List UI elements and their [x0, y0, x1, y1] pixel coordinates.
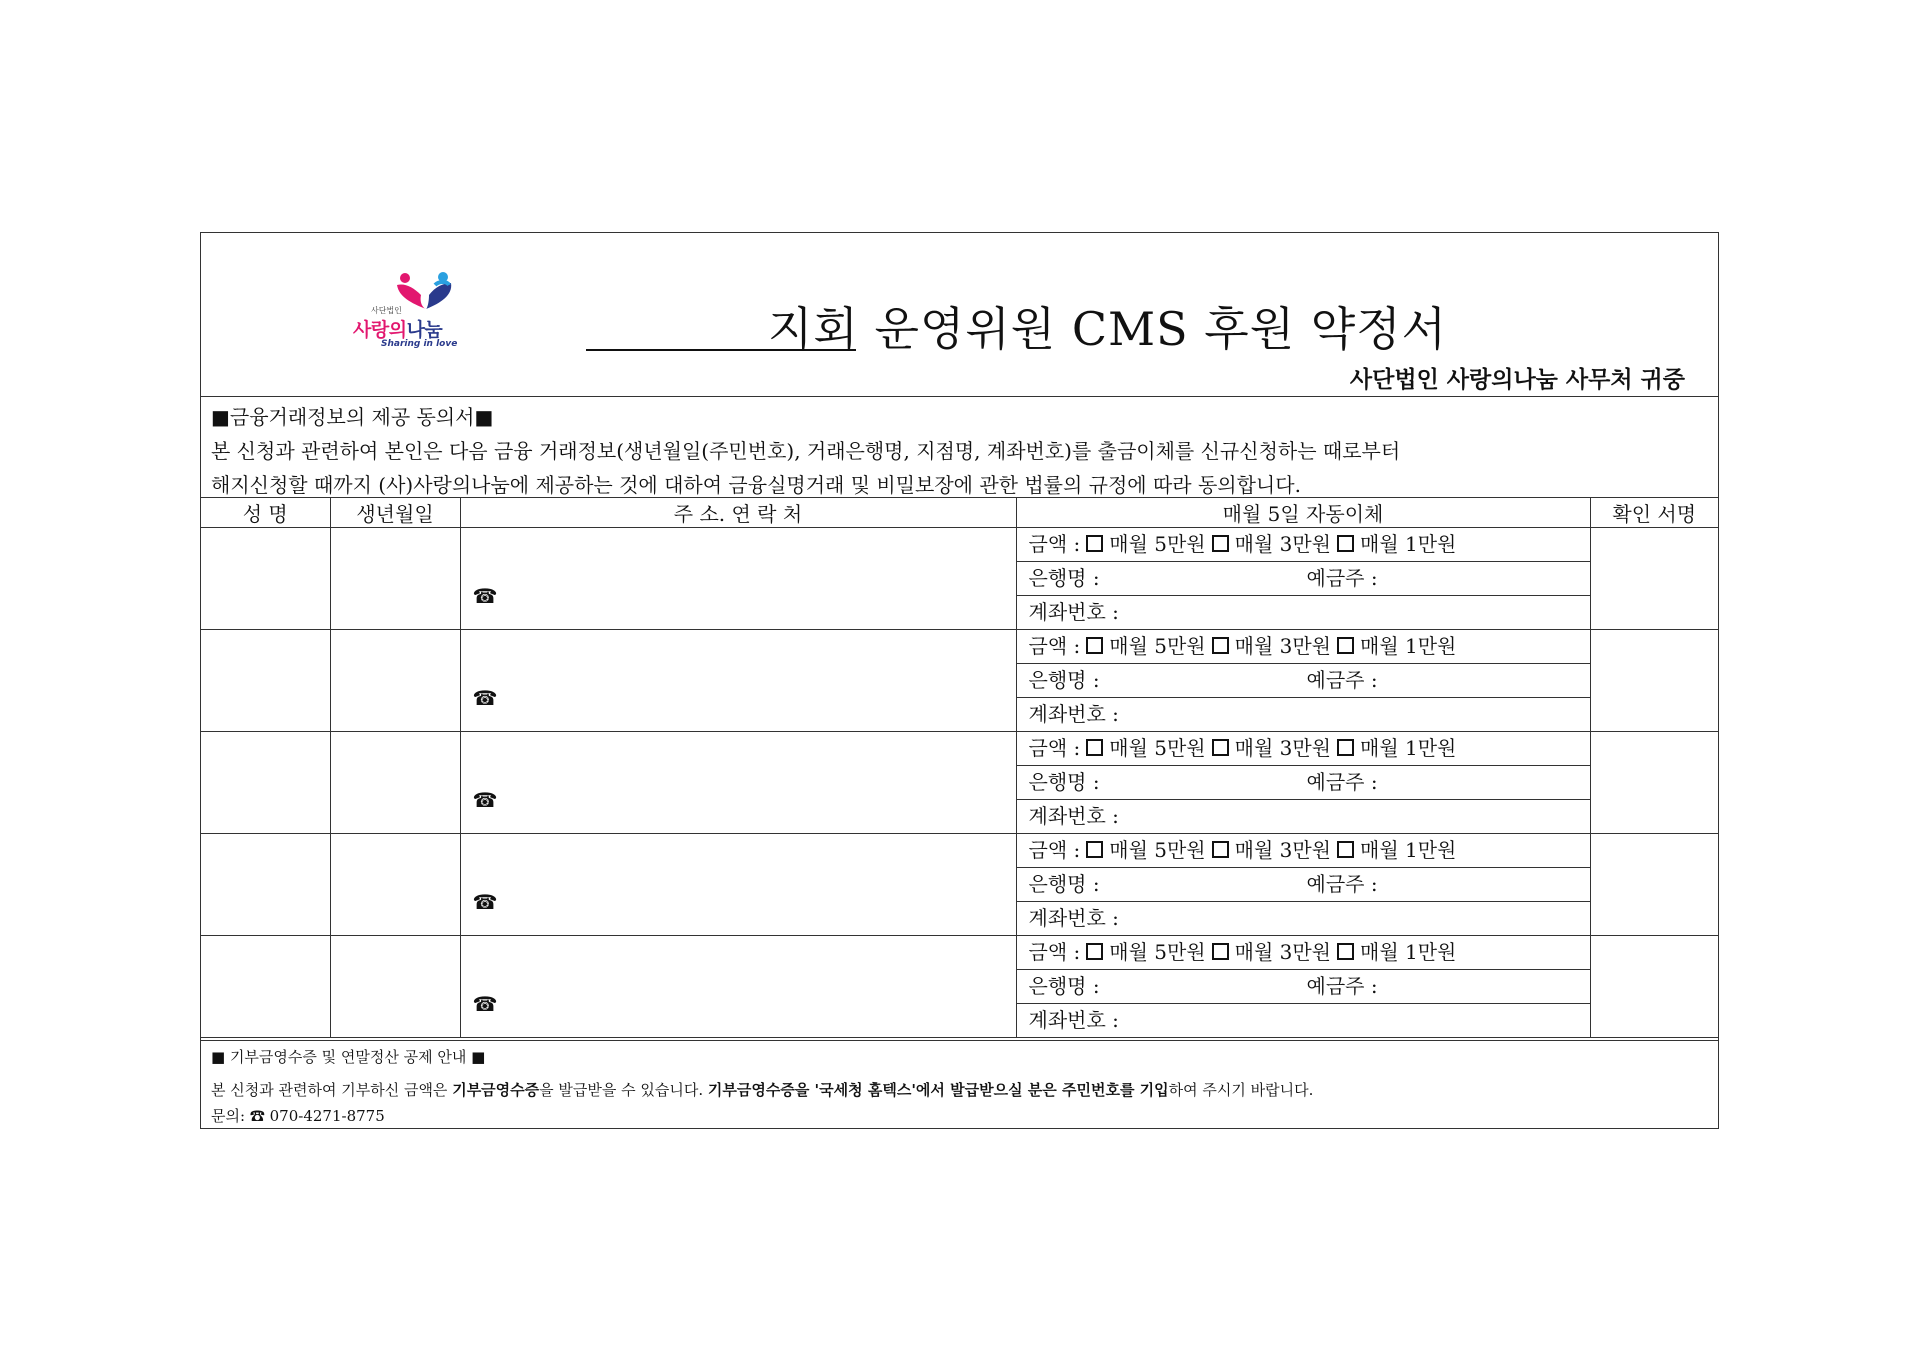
- birth-cell[interactable]: [330, 528, 460, 630]
- table-row: [201, 834, 1718, 936]
- phone-icon: ☎: [472, 992, 498, 1016]
- amount-label: 금액 :: [1028, 736, 1081, 760]
- account-label: 계좌번호 :: [1028, 600, 1119, 624]
- checkbox-1man[interactable]: [1337, 637, 1354, 654]
- address-cell[interactable]: [460, 528, 1016, 630]
- sign-cell[interactable]: [1590, 630, 1718, 732]
- table-row: [201, 528, 1718, 630]
- bank-label: 은행명 :: [1028, 974, 1100, 998]
- account-line[interactable]: [1017, 902, 1590, 935]
- bank-label: 은행명 :: [1028, 668, 1100, 692]
- checkbox-5man[interactable]: [1086, 943, 1103, 960]
- option-1man: 매월 1만원: [1360, 532, 1457, 556]
- bank-line[interactable]: [1017, 664, 1590, 698]
- contact-label: 문의:: [211, 1107, 246, 1125]
- checkbox-3man[interactable]: [1212, 637, 1229, 654]
- address-cell[interactable]: [460, 936, 1016, 1038]
- logo-name-part2: 나눔: [406, 319, 443, 341]
- amount-label: 금액 :: [1028, 532, 1081, 556]
- birth-cell[interactable]: [330, 732, 460, 834]
- checkbox-3man[interactable]: [1212, 535, 1229, 552]
- consent-section: [201, 397, 1718, 497]
- account-label: 계좌번호 :: [1028, 702, 1119, 726]
- birth-cell[interactable]: [330, 936, 460, 1038]
- receipt-notice-section: [201, 1040, 1718, 1128]
- bank-line[interactable]: [1017, 868, 1590, 902]
- amount-line: [1017, 528, 1590, 562]
- table-row: [201, 630, 1718, 732]
- name-cell[interactable]: [201, 834, 330, 936]
- recipient-line: 사단법인 사랑의나눔 사무처 귀중: [1349, 366, 1685, 393]
- notice-text-b: 기부금영수증: [452, 1081, 540, 1099]
- holder-label: 예금주 :: [1306, 770, 1378, 794]
- table-row: [201, 936, 1718, 1038]
- account-label: 계좌번호 :: [1028, 906, 1119, 930]
- checkbox-1man[interactable]: [1337, 535, 1354, 552]
- bank-label: 은행명 :: [1028, 770, 1100, 794]
- checkbox-5man[interactable]: [1086, 739, 1103, 756]
- name-cell[interactable]: [201, 528, 330, 630]
- option-5man: 매월 5만원: [1109, 838, 1206, 862]
- amount-line: [1017, 630, 1590, 664]
- holder-label: 예금주 :: [1306, 668, 1378, 692]
- notice-text-a: 본 신청과 관련하여 기부하신 금액은: [211, 1081, 453, 1099]
- transfer-cell: [1016, 834, 1590, 936]
- table-header-row: [201, 498, 1718, 528]
- option-5man: 매월 5만원: [1109, 634, 1206, 658]
- name-cell[interactable]: [201, 732, 330, 834]
- logo-name-part1: 사랑의: [353, 319, 407, 341]
- transfer-cell: [1016, 528, 1590, 630]
- checkbox-5man[interactable]: [1086, 841, 1103, 858]
- sign-cell[interactable]: [1590, 732, 1718, 834]
- bank-label: 은행명 :: [1028, 566, 1100, 590]
- organization-logo: [351, 271, 501, 351]
- logo-name: [353, 315, 442, 342]
- account-line[interactable]: [1017, 698, 1590, 731]
- checkbox-1man[interactable]: [1337, 943, 1354, 960]
- phone-icon: ☎: [472, 788, 498, 812]
- account-line[interactable]: [1017, 800, 1590, 833]
- name-cell[interactable]: [201, 630, 330, 732]
- logo-small-text: 사단법인: [371, 306, 402, 315]
- checkbox-1man[interactable]: [1337, 739, 1354, 756]
- transfer-cell: [1016, 630, 1590, 732]
- cms-pledge-form: [200, 232, 1719, 1129]
- bank-label: 은행명 :: [1028, 872, 1100, 896]
- header-name: 성 명: [201, 498, 330, 528]
- header-address: 주 소. 연 락 처: [460, 498, 1016, 528]
- option-1man: 매월 1만원: [1360, 736, 1457, 760]
- page-title: 지회 운영위원 CMS 후원 약정서: [768, 302, 1448, 356]
- header-sign: 확인 서명: [1590, 498, 1718, 528]
- account-label: 계좌번호 :: [1028, 804, 1119, 828]
- option-5man: 매월 5만원: [1109, 736, 1206, 760]
- checkbox-3man[interactable]: [1212, 943, 1229, 960]
- table-row: [201, 732, 1718, 834]
- notice-text-d: 기부금영수증을 '국세청 홈텍스'에서 발급받으실 분은 주민번호를 기입: [707, 1081, 1169, 1099]
- amount-label: 금액 :: [1028, 940, 1081, 964]
- name-cell[interactable]: [201, 936, 330, 1038]
- consent-line-1: 본 신청과 관련하여 본인은 다음 금융 거래정보(생년월일(주민번호), 거래은행명, 지점명, 계좌번호)를 출금이체를 신규신청하는 때로부터: [211, 439, 1401, 463]
- sign-cell[interactable]: [1590, 834, 1718, 936]
- option-5man: 매월 5만원: [1109, 940, 1206, 964]
- transfer-cell: [1016, 732, 1590, 834]
- transfer-cell: [1016, 936, 1590, 1038]
- header-birth: 생년월일: [330, 498, 460, 528]
- notice-heading: ■ 기부금영수증 및 연말정산 공제 안내 ■: [211, 1048, 486, 1066]
- amount-line: [1017, 936, 1590, 970]
- holder-label: 예금주 :: [1306, 872, 1378, 896]
- holder-label: 예금주 :: [1306, 974, 1378, 998]
- form-header: [201, 233, 1718, 397]
- holder-label: 예금주 :: [1306, 566, 1378, 590]
- option-3man: 매월 3만원: [1234, 736, 1331, 760]
- account-label: 계좌번호 :: [1028, 1008, 1119, 1032]
- phone-icon: ☎: [472, 584, 498, 608]
- option-3man: 매월 3만원: [1234, 838, 1331, 862]
- option-1man: 매월 1만원: [1360, 940, 1457, 964]
- phone-icon: ☎: [472, 890, 498, 914]
- bank-line[interactable]: [1017, 970, 1590, 1004]
- checkbox-1man[interactable]: [1337, 841, 1354, 858]
- checkbox-5man[interactable]: [1086, 637, 1103, 654]
- contact-number[interactable]: 070-4271-8775: [269, 1107, 385, 1125]
- checkbox-3man[interactable]: [1212, 739, 1229, 756]
- pledge-table: [201, 497, 1718, 1038]
- bank-line[interactable]: [1017, 562, 1590, 596]
- bank-line[interactable]: [1017, 766, 1590, 800]
- option-1man: 매월 1만원: [1360, 838, 1457, 862]
- header-transfer: 매월 5일 자동이체: [1016, 498, 1590, 528]
- notice-text-e: 하여 주시기 바랍니다.: [1168, 1081, 1314, 1099]
- amount-label: 금액 :: [1028, 634, 1081, 658]
- option-3man: 매월 3만원: [1234, 634, 1331, 658]
- account-line[interactable]: [1017, 596, 1590, 629]
- amount-label: 금액 :: [1028, 838, 1081, 862]
- address-cell[interactable]: [460, 834, 1016, 936]
- sign-cell[interactable]: [1590, 936, 1718, 1038]
- account-line[interactable]: [1017, 1004, 1590, 1037]
- phone-icon: ☎: [249, 1107, 265, 1125]
- amount-line: [1017, 834, 1590, 868]
- birth-cell[interactable]: [330, 630, 460, 732]
- option-1man: 매월 1만원: [1360, 634, 1457, 658]
- contact-line: [211, 1105, 385, 1126]
- notice-text-c: 을 발급받을 수 있습니다.: [539, 1081, 708, 1099]
- option-3man: 매월 3만원: [1234, 940, 1331, 964]
- phone-icon: ☎: [472, 686, 498, 710]
- notice-line: [211, 1079, 1313, 1100]
- address-cell[interactable]: [460, 630, 1016, 732]
- logo-subtitle: Sharing in love: [381, 339, 458, 349]
- consent-heading: ■금융거래정보의 제공 동의서■: [211, 405, 494, 429]
- sign-cell[interactable]: [1590, 528, 1718, 630]
- amount-line: [1017, 732, 1590, 766]
- address-cell[interactable]: [460, 732, 1016, 834]
- option-5man: 매월 5만원: [1109, 532, 1206, 556]
- option-3man: 매월 3만원: [1234, 532, 1331, 556]
- birth-cell[interactable]: [330, 834, 460, 936]
- checkbox-3man[interactable]: [1212, 841, 1229, 858]
- checkbox-5man[interactable]: [1086, 535, 1103, 552]
- consent-line-2: 해지신청할 때까지 (사)사랑의나눔에 제공하는 것에 대하여 금융실명거래 및 비밀보장에 관한 법률의 규정에 따라 동의합니다.: [211, 473, 1301, 497]
